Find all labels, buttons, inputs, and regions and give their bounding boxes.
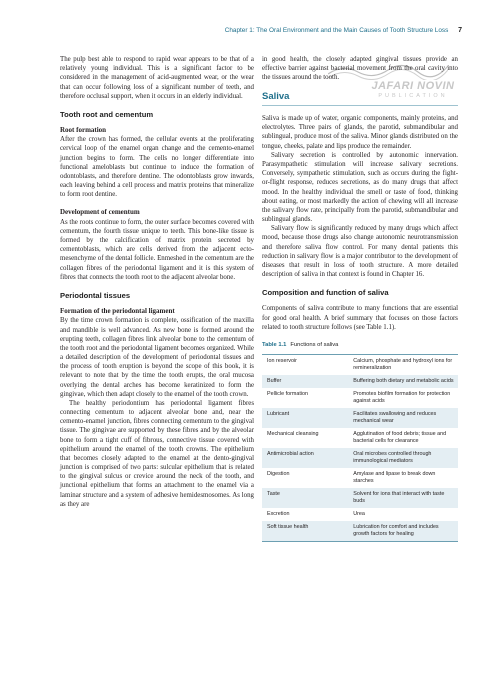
table-cell-function: Soft tissue health [262, 521, 348, 542]
table-title [262, 342, 458, 350]
table-cell-description: Promotes biofilm formation for protection against acids [353, 390, 451, 404]
table-cell-function: Antimicrobial action [262, 448, 348, 468]
table-cell-description: Lubrication for comfort and includes growth factors for healing [348, 521, 458, 542]
continuation-paragraph: in good health, the closely adapted gingival tissues provide an effective barrier against bacterial movement from the oral cavity into the tissues around the tooth. [262, 56, 458, 82]
heading-cementum: Development of cementum [60, 208, 140, 217]
table-row [262, 448, 458, 468]
table-row [262, 388, 458, 408]
table-cell-function: Mechanical cleansing [267, 430, 319, 437]
table-cell-function: Digestion [267, 470, 290, 477]
heading-ligament: Formation of the periodontal ligament [60, 307, 175, 316]
paragraph-ligament-2: The healthy periodontium has periodontal ligament fibres connecting cementum to adjacent alveolar bone and, near the cemento-enamel junction, fibres connecting cementum to the gingival tissue. The gingivae are supported by these fibres and by the alveolar bone to form a tight cuff of fibrous, connective tissue covered with epithelium around the enamel of the tooth crowns. The epithelium that becomes closely adapted to the enamel at the dento-gingival junction is comprised of two parts: sulcular epithelium that is related to the gingival sulcus or crevice around the neck of the tooth, and junctional epithelium that forms an attachment to the enamel via a laminar structure and a system of adhesive hemidesmosomes. As long as they are [60, 399, 254, 508]
table-caption: Functions of saliva [290, 341, 339, 348]
table-cell-description: Facilitates swallowing and reduces mechanical wear [348, 408, 458, 428]
paragraph-saliva-3: Salivary flow is significantly reduced by many drugs which affect mood, because those drugs also change autonomic neurotransmission and therefore saliva flow control. For many dental patients this reduction in salivary flow is a major contributor to the development of diseases that result in loss of tooth structure. A more detailed description of saliva in that context is found in Chapter 16. [262, 225, 458, 279]
watermark-line-2: PUBLICATION [378, 93, 448, 99]
table-cell-function: Ion reservoir [267, 357, 297, 364]
paragraph-ligament-1: By the time crown formation is complete, ossification of the maxilla and mandible is well advanced. As new bone is formed around the erupting teeth, collagen fibres link alveolar bone to the cementum of the tooth root and the periodontal ligament becomes organized. While a detailed description of the development of periodontal tissues and the process of tooth eruption is beyond the scope of this book, it is relevant to note that by the time the tooth erupts, the oral mucosa overlying the dental arches has become keratinized to form the gingivae, which then adapt closely to the enamel of the tooth crown. [60, 317, 254, 398]
right-column [262, 55, 458, 542]
table-cell-description: Buffering both dietary and metabolic acids [348, 375, 458, 388]
running-title: Chapter 1: The Oral Environment and the Main Causes of Tooth Structure Loss [224, 27, 449, 34]
table-cell-description: Amylase and lipase to break down starches [353, 470, 436, 484]
table-cell-description: Solvent for ions that interact with taste buds [348, 488, 458, 508]
table-cell-function: Lubricant [262, 408, 348, 428]
table-row [262, 468, 458, 488]
heading-periodontal: Periodontal tissues [60, 290, 131, 300]
heading-tooth-root: Tooth root and cementum [60, 109, 154, 119]
paragraph-root-formation: After the crown has formed, the cellular events at the proliferating cervical loop of the enamel organ change and the cemento-enamel junction begins to form. The cells no longer differentiate into functional ameloblasts but continue to induce the formation of odontoblasts, and therefore dentine. The odontoblasts grow inwards, each leaving behind a cell process and matrix proteins that mineralize to form root dentine. [60, 136, 254, 199]
table-cell-description: Oral microbes controlled through immunological mediators [348, 448, 458, 468]
paragraph-saliva-2: Salivary secretion is controlled by autonomic innervation. Parasympathetic stimulation will increase salivary secretions. Conversely, sympathetic stimulation, such as occurs during the fight-or-flight response, reduces secretions, as do many drugs that affect mood. In the healthy individual the smell or taste of food, thinking about eating, or most markedly the action of chewing will all increase the salivary flow rate, principally from the parotid, submandibular and sublingual glands. [262, 151, 458, 224]
table-row [262, 408, 458, 428]
table-cell-description: Agglutination of food debris; tissue and bacterial cells for clearance [353, 430, 447, 444]
saliva-functions-table [262, 354, 458, 542]
left-column [60, 55, 254, 509]
table-cell-description: Urea [353, 510, 365, 517]
section-title-saliva: Saliva [262, 91, 458, 107]
heading-root-formation: Root formation [60, 125, 107, 134]
table-label: Table 1.1 [262, 341, 287, 348]
table-row [262, 521, 458, 542]
page-number: 7 [458, 27, 462, 34]
table-cell-function: Buffer [262, 375, 348, 388]
running-header [200, 27, 462, 34]
table-row [262, 508, 458, 521]
watermark-line-1: JAFARI NOVIN [371, 80, 455, 92]
intro-paragraph: The pulp best able to respond to rapid wear appears to be that of a relatively young individual. This is a significant factor to be considered in the management of acid-augmented wear, or the wear that can occur following loss of a significant number of teeth, and therefore occlusal support, when it occurs in an elderly individual. [60, 56, 254, 100]
paragraph-composition: Components of saliva contribute to many functions that are essential for good oral health. A brief summary that focuses on those factors related to tooth structure follows (see Table 1.1). [262, 305, 458, 331]
table-cell-function: Taste [262, 488, 348, 508]
table-cell-description: Calcium, phosphate and hydroxyl ions for remineralization [353, 357, 453, 371]
heading-composition: Composition and function of saliva [262, 288, 389, 298]
table-cell-function: Pellicle formation [267, 390, 309, 397]
table-row [262, 354, 458, 375]
table-cell-function: Excretion [267, 510, 290, 517]
paragraph-cementum: As the roots continue to form, the outer surface becomes covered with cementum, the fourth tissue unique to teeth. This bone-like tissue is formed by the calcification of matrix protein secreted by cementoblasts, which are cells derived from the adjacent ecto-mesenchyme of the dental follicle. Enmeshed in the cementum are the collagen fibres of the periodontal ligament and it is this system of fibres that connects the tooth root to the adjacent alveolar bone. [60, 218, 254, 281]
table-row [262, 375, 458, 388]
table-row [262, 428, 458, 448]
paragraph-saliva-1: Saliva is made up of water, organic components, mainly proteins, and electrolytes. Three pairs of glands, the parotid, submandibular and sublingual, produce most of the saliva. Minor glands distributed on the tongue, cheeks, palate and lips produce the remainder. [262, 115, 458, 150]
table-row [262, 488, 458, 508]
